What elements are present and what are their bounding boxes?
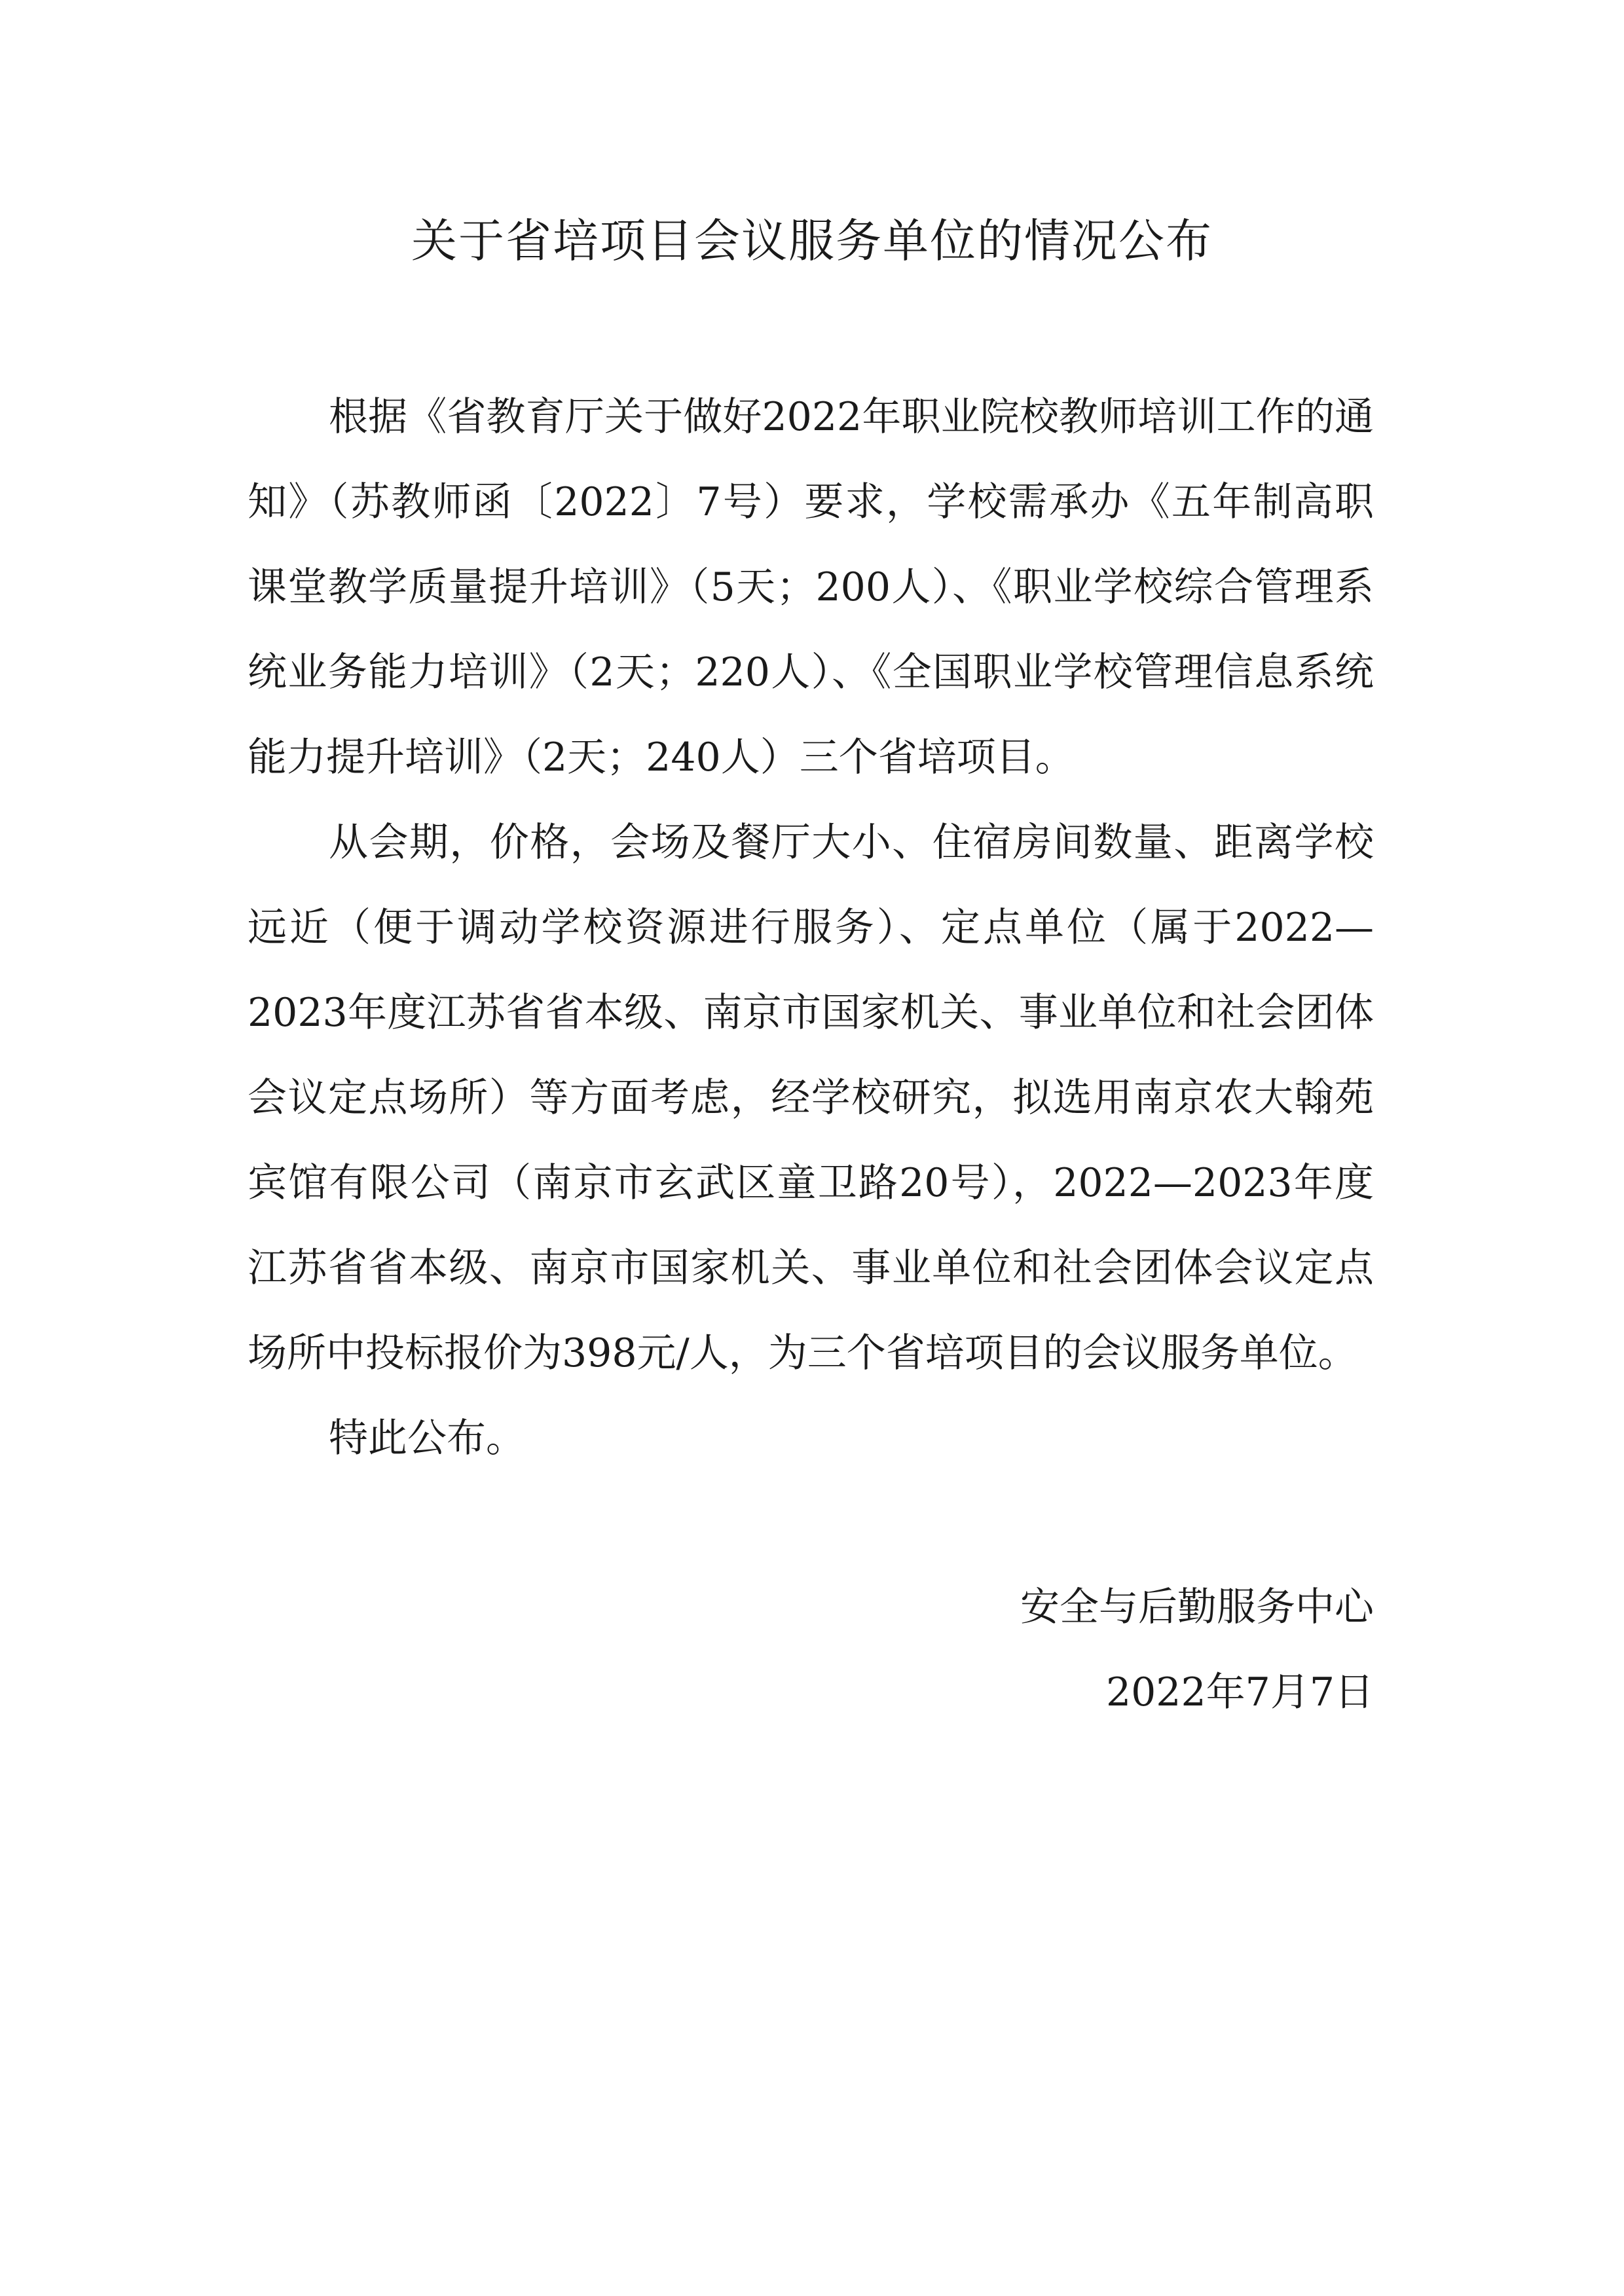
paragraph-closing: 特此公布。 bbox=[329, 1415, 525, 1461]
signature-organization: 安全与后勤服务中心 bbox=[1020, 1584, 1374, 1630]
document-title: 关于省培项目会议服务单位的情况公布 bbox=[411, 214, 1213, 268]
signature-block bbox=[1020, 1565, 1374, 1735]
paragraph-requirements: 根据《省教育厅关于做好2022年职业院校教师培训工作的通知》（苏教师函〔2022〕7号）要求，学校需承办《五年制高职课堂教学质量提升培训》（5天；200人）、《职业学校综合管理系统业务能力培训》（2天；220人）、《全国职业学校管理信息系统能力提升培训》（2天；240人）三个省培项目。 bbox=[248, 394, 1374, 780]
paragraph-selection: 从会期，价格，会场及餐厅大小、住宿房间数量、距离学校远近（便于调动学校资源进行服务）、定点单位（属于2022—2023年度江苏省省本级、南京市国家机关、事业单位和社会团体会议定点场所）等方面考虑，经学校研究，拟选用南京农大翰苑宾馆有限公司（南京市玄武区童卫路20号），2022—2023年度江苏省省本级、南京市国家机关、事业单位和社会团体会议定点场所中投标报价为398元/人，为三个省培项目的会议服务单位。 bbox=[248, 820, 1374, 1376]
signature-date: 2022年7月7日 bbox=[1105, 1669, 1374, 1715]
document-body bbox=[248, 374, 1374, 1481]
